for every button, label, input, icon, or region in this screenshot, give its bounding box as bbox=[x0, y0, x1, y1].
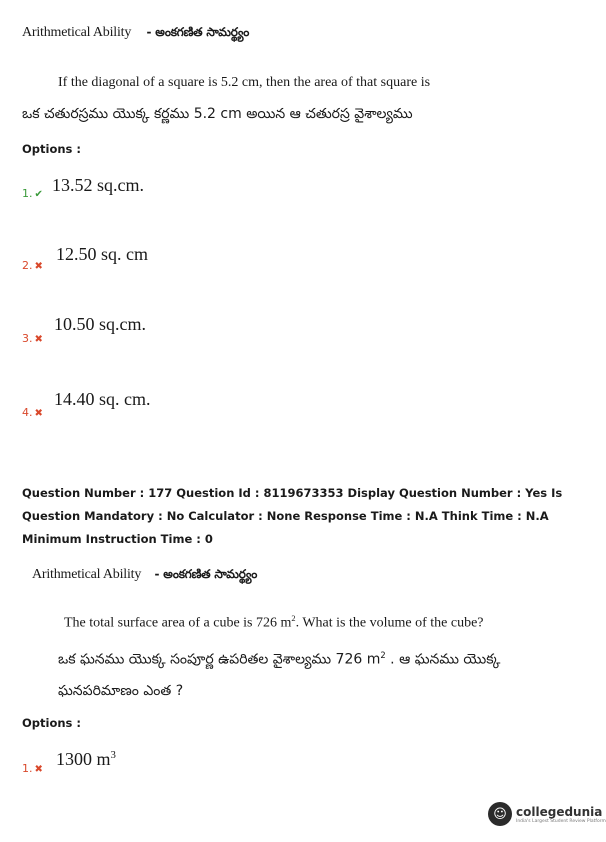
options-label: Options : bbox=[22, 142, 81, 156]
option-number: 3. ✖ bbox=[22, 332, 43, 345]
cross-icon: ✖ bbox=[34, 764, 43, 775]
option-text: 13.52 sq.cm. bbox=[52, 175, 144, 195]
logo-tagline: India's Largest Student Review Platform bbox=[516, 818, 606, 824]
subject-te: - అంకగణిత సామర్థ్యం bbox=[146, 25, 250, 39]
subject-en: Arithmetical Ability bbox=[22, 25, 132, 40]
option-text: 1300 $m^3$ bbox=[56, 749, 116, 769]
option-text: 10.50 sq.cm. bbox=[54, 314, 146, 334]
options-label: Options : bbox=[22, 716, 81, 730]
subject-heading bbox=[32, 567, 257, 584]
option-text: 12.50 sq. cm bbox=[56, 244, 148, 264]
question-text-te: ఒక చతురస్రము యొక్క కర్ణము 5.2 cm అయిన ఆ చతురస్ర వైశాల్యము bbox=[22, 106, 413, 122]
option-text: 14.40 sq. cm. bbox=[54, 389, 151, 409]
check-icon: ✔ bbox=[34, 189, 43, 200]
question-text-te-line1: ఒక ఘనము యొక్క సంపూర్ణ ఉపరితల వైశాల్యము 726 $m^2$ . ఆ ఘనము యొక్క bbox=[58, 650, 501, 668]
cross-icon: ✖ bbox=[34, 334, 43, 345]
subject-te: - అంకగణిత సామర్థ్యం bbox=[154, 567, 258, 581]
question-text-en: If the diagonal of a square is 5.2 cm, then the area of that square is bbox=[58, 75, 431, 90]
question-text-en: The total surface area of a cube is 726 $m^2$. What is the volume of the cube? bbox=[64, 614, 484, 631]
option-number: 1. ✔ bbox=[22, 187, 43, 200]
logo-name: collegedunia bbox=[516, 804, 603, 819]
student-face-icon: ☺ bbox=[488, 802, 512, 826]
subject-en: Arithmetical Ability bbox=[32, 567, 142, 582]
option-number: 2. ✖ bbox=[22, 259, 43, 272]
cross-icon: ✖ bbox=[34, 408, 43, 419]
option-number: 4. ✖ bbox=[22, 406, 43, 419]
question-text-te-line2: ఘనపరిమాణం ఎంత ? bbox=[58, 683, 184, 699]
question-metadata: Question Number : 177 Question Id : 8119673353 Display Question Number : Yes Is Question Mandatory : No Calculator : None Response Time : N.A Think Time : N.A Minimum Instruction Time : 0 bbox=[22, 486, 563, 546]
cross-icon: ✖ bbox=[34, 261, 43, 272]
subject-heading bbox=[22, 25, 249, 42]
collegedunia-logo bbox=[488, 802, 606, 826]
option-number: 1. ✖ bbox=[22, 762, 43, 775]
